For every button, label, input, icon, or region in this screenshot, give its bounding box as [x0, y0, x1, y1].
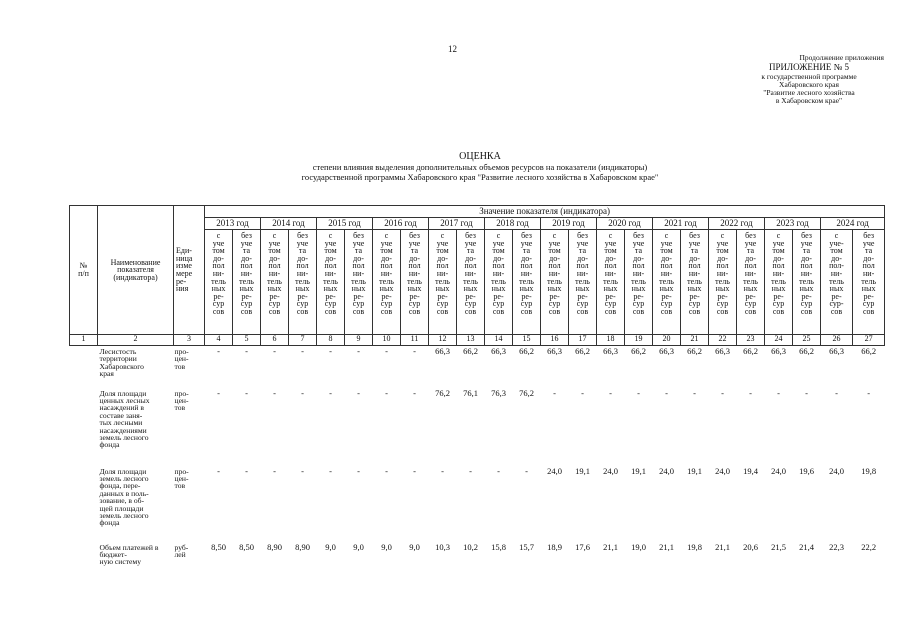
- indicator-value: 19,0: [631, 541, 646, 552]
- year-header: 2022 год: [709, 218, 765, 230]
- page-number: 12: [448, 44, 457, 54]
- indicator-value: 8,50: [211, 541, 226, 552]
- heading-line-1: степени влияния выделения дополнительных объемов ресурсов на показатели (индикаторы): [312, 162, 648, 172]
- subheader-with-resources: с уче том до- пол ни- тель ных ре- сур сов: [205, 230, 233, 335]
- indicator-value: -: [329, 387, 332, 398]
- column-number: 21: [681, 335, 709, 346]
- indicator-value: 66,3: [547, 346, 562, 356]
- subheader-with-resources: с уче том до- пол ни- тель ных ре- сур сов: [653, 230, 681, 335]
- indicator-value: -: [217, 387, 220, 398]
- indicator-value: 66,3: [659, 346, 674, 356]
- indicator-value: 66,2: [743, 346, 758, 356]
- subheader-without-resources: без уче та до- пол ни- тель ных ре- сур сов: [289, 230, 317, 335]
- year-header: 2017 год: [429, 218, 485, 230]
- subheader-with-resources: с уче том до- пол ни- тель ных ре- сур сов: [373, 230, 401, 335]
- indicator-value: -: [357, 387, 360, 398]
- indicator-unit: про- цен- тов: [174, 466, 189, 491]
- table-body: [70, 346, 885, 578]
- subheader-without-resources: без уче та до- пол ни- тель ных ре- сур сов: [457, 230, 485, 335]
- year-header: 2018 год: [485, 218, 541, 230]
- indicator-value: -: [385, 346, 388, 356]
- column-number: 18: [597, 335, 625, 346]
- subheader-with-resources: с уче том до- пол ни- тель ных ре- сур сов: [709, 230, 737, 335]
- column-number: 7: [289, 335, 317, 346]
- indicator-value: 20,6: [743, 541, 758, 552]
- column-number: 13: [457, 335, 485, 346]
- indicator-value: 21,5: [771, 541, 786, 552]
- heading-line-2: государственной программы Хабаровского края "Развитие лесного хозяйства в Хабаровском крае": [301, 172, 659, 182]
- indicator-value: -: [329, 465, 332, 476]
- indicator-value: 22,3: [829, 541, 844, 552]
- indicator-value: -: [245, 387, 248, 398]
- indicator-value: -: [245, 465, 248, 476]
- indicator-name: Доля площади земель лесного фонда, пере- данных в поль- зование, в об- щей площади земель лесного фонда: [99, 466, 149, 528]
- subheader-with-resources: с уче- том до- пол- ни- тель ных ре- сур- сов: [821, 230, 853, 335]
- indicator-value: 66,2: [687, 346, 702, 356]
- column-number: 25: [793, 335, 821, 346]
- column-number: 26: [821, 335, 853, 346]
- column-number: 24: [765, 335, 793, 346]
- appendix-continuation: Продолжение приложения: [799, 53, 884, 62]
- indicator-value: -: [301, 465, 304, 476]
- table-row: [70, 542, 885, 578]
- indicator-value: -: [525, 465, 528, 476]
- year-header: 2016 год: [373, 218, 429, 230]
- indicator-value: 9,0: [353, 541, 364, 552]
- indicator-value: 10,2: [463, 541, 478, 552]
- indicator-value: 18,9: [547, 541, 562, 552]
- indicator-value: 10,3: [435, 541, 450, 552]
- indicator-table: [69, 205, 885, 578]
- indicator-value: 17,6: [575, 541, 590, 552]
- indicator-value: 8,50: [239, 541, 254, 552]
- indicator-value: 24,0: [715, 465, 730, 476]
- indicator-value: 21,4: [799, 541, 814, 552]
- indicator-value: -: [609, 387, 612, 398]
- indicator-value: -: [273, 465, 276, 476]
- indicator-value: -: [329, 346, 332, 356]
- indicator-value: -: [413, 465, 416, 476]
- indicator-value: 21,1: [659, 541, 674, 552]
- indicator-value: 9,0: [381, 541, 392, 552]
- indicator-value: 66,2: [861, 346, 877, 356]
- indicator-value: 66,3: [603, 346, 618, 356]
- indicator-value: -: [553, 387, 556, 398]
- table-row: [70, 388, 885, 466]
- document-heading: [0, 152, 905, 182]
- column-number: 4: [205, 335, 233, 346]
- indicator-value: 21,1: [715, 541, 730, 552]
- indicator-value: -: [245, 346, 248, 356]
- indicator-value: 66,3: [435, 346, 450, 356]
- column-number: 12: [429, 335, 457, 346]
- indicator-value: -: [301, 387, 304, 398]
- indicator-value: 66,3: [491, 346, 506, 356]
- year-header: 2013 год: [205, 218, 261, 230]
- heading-title: ОЦЕНКА: [459, 151, 501, 162]
- indicator-value: 19,1: [687, 465, 702, 476]
- indicator-value: -: [469, 465, 472, 476]
- indicator-value: 21,1: [603, 541, 618, 552]
- subheader-without-resources: без уче та до- пол ни- тель ных ре- сур сов: [513, 230, 541, 335]
- indicator-unit: про- цен- тов: [174, 347, 189, 371]
- column-number: 16: [541, 335, 569, 346]
- indicator-value: 66,2: [463, 346, 478, 356]
- indicator-value: 8,90: [267, 541, 282, 552]
- year-header: 2014 год: [261, 218, 317, 230]
- table-header: [70, 206, 885, 346]
- indicator-value: 76,3: [491, 387, 506, 398]
- column-number: 9: [345, 335, 373, 346]
- indicator-value: -: [581, 387, 584, 398]
- indicator-value: 76,1: [463, 387, 478, 398]
- year-header: 2021 год: [653, 218, 709, 230]
- indicator-value: 15,8: [491, 541, 506, 552]
- appendix-line: к государственной программе: [761, 72, 857, 81]
- indicator-value: 19,4: [743, 465, 758, 476]
- indicator-value: -: [413, 346, 416, 356]
- indicator-value: -: [867, 387, 871, 398]
- appendix-line: Хабаровского края: [779, 80, 839, 89]
- column-name-header: Наименование показателя (индикатора): [98, 206, 174, 335]
- subheader-without-resources: без уче та до- пол ни- тель ных ре- сур сов: [625, 230, 653, 335]
- indicator-value: 24,0: [829, 465, 844, 476]
- indicator-value: 15,7: [519, 541, 534, 552]
- column-number: 22: [709, 335, 737, 346]
- indicator-value: 19,6: [799, 465, 814, 476]
- indicator-value: 22,2: [861, 541, 877, 552]
- indicator-value: 24,0: [771, 465, 786, 476]
- indicator-value: -: [357, 346, 360, 356]
- column-number-header: № п/п: [70, 206, 98, 335]
- indicator-value: 66,3: [771, 346, 786, 356]
- subheader-with-resources: с уче том до- пол ни- тель ных ре- сур сов: [485, 230, 513, 335]
- indicator-value: 76,2: [519, 387, 534, 398]
- subheader-with-resources: с уче том до- пол ни- тель ных ре- сур сов: [541, 230, 569, 335]
- indicator-value: -: [693, 387, 696, 398]
- column-number: 8: [317, 335, 345, 346]
- subheader-without-resources: без уче та до- пол ни- тель ных ре- сур сов: [345, 230, 373, 335]
- table-row: [70, 346, 885, 388]
- subheader-without-resources: без уче та до- пол ни- тель ных ре- сур сов: [737, 230, 765, 335]
- indicator-value: 66,2: [575, 346, 590, 356]
- column-number: 23: [737, 335, 765, 346]
- indicator-value: 9,0: [409, 541, 420, 552]
- year-header: 2020 год: [597, 218, 653, 230]
- subheader-without-resources: без уче та до- пол ни- тель ных ре- сур сов: [853, 230, 885, 335]
- year-header: 2015 год: [317, 218, 373, 230]
- indicator-value: -: [385, 465, 388, 476]
- indicator-value: 66,2: [519, 346, 534, 356]
- indicator-value: -: [497, 465, 500, 476]
- indicator-value: -: [413, 387, 416, 398]
- indicator-value: 9,0: [325, 541, 336, 552]
- column-number: 27: [853, 335, 885, 346]
- indicator-value: -: [805, 387, 808, 398]
- indicator-value: -: [217, 346, 220, 356]
- indicator-value: -: [665, 387, 668, 398]
- indicator-value: 19,1: [575, 465, 590, 476]
- indicator-value: -: [777, 387, 780, 398]
- indicator-value: -: [273, 387, 276, 398]
- column-unit-header: Еди- ница изме мере ре- ния: [174, 206, 205, 335]
- indicator-value: 66,3: [715, 346, 730, 356]
- appendix-title: ПРИЛОЖЕНИЕ № 5: [768, 62, 850, 72]
- indicator-value: 76,2: [435, 387, 450, 398]
- indicator-value: -: [637, 387, 640, 398]
- indicator-value: 24,0: [547, 465, 562, 476]
- appendix-line: "Развитие лесного хозяйства: [763, 88, 855, 97]
- subheader-without-resources: без уче та до- пол ни- тель ных ре- сур сов: [681, 230, 709, 335]
- indicator-unit: руб- лей: [174, 542, 189, 559]
- subheader-with-resources: с уче том до- пол ни- тель ных ре- сур сов: [765, 230, 793, 335]
- value-header: Значение показателя (индикатора): [205, 206, 885, 218]
- indicator-value: -: [217, 465, 220, 476]
- year-header: 2023 год: [765, 218, 821, 230]
- column-number: 6: [261, 335, 289, 346]
- year-header: 2019 год: [541, 218, 597, 230]
- subheader-with-resources: с уче том до- пол ни- тель ных ре- сур сов: [261, 230, 289, 335]
- column-number: 15: [513, 335, 541, 346]
- column-number: 1: [70, 335, 98, 346]
- indicator-value: -: [385, 387, 388, 398]
- indicator-value: -: [273, 346, 276, 356]
- subheader-without-resources: без уче та до- пол ни- тель ных ре- сур сов: [401, 230, 429, 335]
- table-row: [70, 466, 885, 542]
- column-number: 14: [485, 335, 513, 346]
- indicator-value: -: [441, 465, 444, 476]
- indicator-value: 66,2: [799, 346, 814, 356]
- indicator-value: 19,8: [687, 541, 702, 552]
- indicator-unit: про- цен- тов: [174, 388, 189, 413]
- subheader-with-resources: с уче том до- пол ни- тель ных ре- сур сов: [429, 230, 457, 335]
- indicator-name: Объем платежей в бюджет- ную систему: [99, 542, 159, 567]
- indicator-name: Доля площади ценных лесных насаждений в составе заня- тых лесными насаждениями земель лесного фонда: [99, 388, 150, 450]
- column-number: 3: [174, 335, 205, 346]
- subheader-without-resources: без уче та до- пол ни- тель ных ре- сур сов: [233, 230, 261, 335]
- column-number: 5: [233, 335, 261, 346]
- subheader-without-resources: без уче та до- пол ни- тель ных ре- сур сов: [569, 230, 597, 335]
- indicator-value: 19,1: [631, 465, 646, 476]
- subheader-with-resources: с уче том до- пол ни- тель ных ре- сур сов: [597, 230, 625, 335]
- indicator-value: 8,90: [295, 541, 310, 552]
- indicator-value: -: [835, 387, 838, 398]
- column-number: 11: [401, 335, 429, 346]
- indicator-value: -: [357, 465, 360, 476]
- appendix-block: [734, 54, 884, 105]
- indicator-value: 19,8: [861, 465, 877, 476]
- year-header: 2024 год: [821, 218, 885, 230]
- indicator-value: 66,2: [631, 346, 646, 356]
- column-number: 10: [373, 335, 401, 346]
- column-number: 19: [625, 335, 653, 346]
- indicator-value: 24,0: [603, 465, 618, 476]
- appendix-line: в Хабаровском крае": [775, 96, 843, 105]
- indicator-value: -: [749, 387, 752, 398]
- subheader-without-resources: без уче та до- пол ни- тель ных ре- сур сов: [793, 230, 821, 335]
- indicator-value: -: [721, 387, 724, 398]
- indicator-value: 24,0: [659, 465, 674, 476]
- subheader-with-resources: с уче том до- пол ни- тель ных ре- сур сов: [317, 230, 345, 335]
- indicator-value: -: [301, 346, 304, 356]
- indicator-value: 66,3: [829, 346, 844, 356]
- column-number: 17: [569, 335, 597, 346]
- column-number: 2: [98, 335, 174, 346]
- column-number: 20: [653, 335, 681, 346]
- indicator-name: Лесистость территории Хабаровского края: [99, 347, 144, 379]
